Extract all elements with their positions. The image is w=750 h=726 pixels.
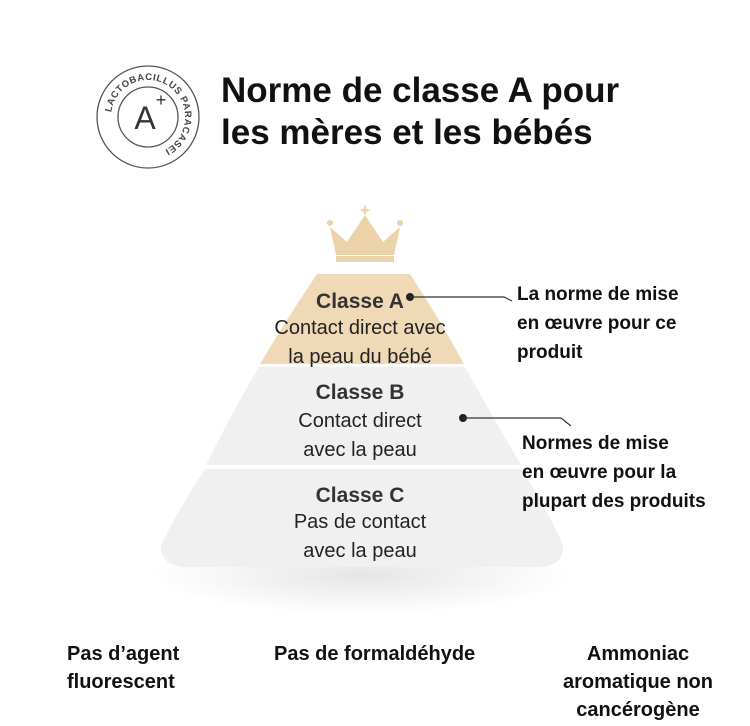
note-middle-line-3: plupart des produits xyxy=(522,491,706,512)
tier-c-name: Classe C xyxy=(315,484,405,507)
crown-icon xyxy=(327,204,403,262)
tier-b-desc-line-2: avec la peau xyxy=(303,439,417,461)
feature-right-line-2: aromatique non xyxy=(562,671,713,693)
tier-a-name: Classe A xyxy=(316,290,404,313)
badge-ring-text: LACTOBACILLUS PARACASEI xyxy=(103,71,194,158)
tier-b-desc-line-1: Contact direct xyxy=(298,410,422,432)
feature-center xyxy=(274,640,534,668)
note-top-line-3: produit xyxy=(517,342,583,363)
feature-left xyxy=(67,640,227,696)
feature-right xyxy=(538,640,738,724)
tier-b-name: Classe B xyxy=(315,381,405,404)
badge-superscript: + xyxy=(155,90,167,110)
note-middle-line-1: Normes de mise xyxy=(522,433,669,454)
feature-right-line-1: Ammoniac xyxy=(586,643,690,665)
note-top-line-2: en œuvre pour ce xyxy=(517,313,677,334)
feature-left-line-2: fluorescent xyxy=(67,671,175,693)
note-top-line-1: La norme de mise xyxy=(517,284,679,305)
tier-b-text xyxy=(240,381,480,465)
feature-right-line-3: cancérogène xyxy=(576,699,700,721)
tier-c-desc-line-1: Pas de contact xyxy=(293,511,427,533)
badge-grade: A xyxy=(134,100,156,136)
note-top xyxy=(517,280,742,367)
note-middle-line-2: en œuvre pour la xyxy=(522,462,677,483)
title-line-2: les mères et les bébés xyxy=(221,113,593,152)
tier-a-text xyxy=(240,290,480,372)
feature-center-line-1: Pas de formaldéhyde xyxy=(274,643,476,665)
tier-a-desc-line-1: Contact direct avec xyxy=(274,317,446,339)
tier-c-desc-line-2: avec la peau xyxy=(303,540,417,562)
note-middle xyxy=(522,429,747,516)
feature-left-line-1: Pas d’agent xyxy=(67,643,180,665)
tier-c-text xyxy=(240,484,480,566)
tier-a-desc-line-2: la peau du bébé xyxy=(288,346,432,368)
title-line-1: Norme de classe A pour xyxy=(221,71,620,110)
